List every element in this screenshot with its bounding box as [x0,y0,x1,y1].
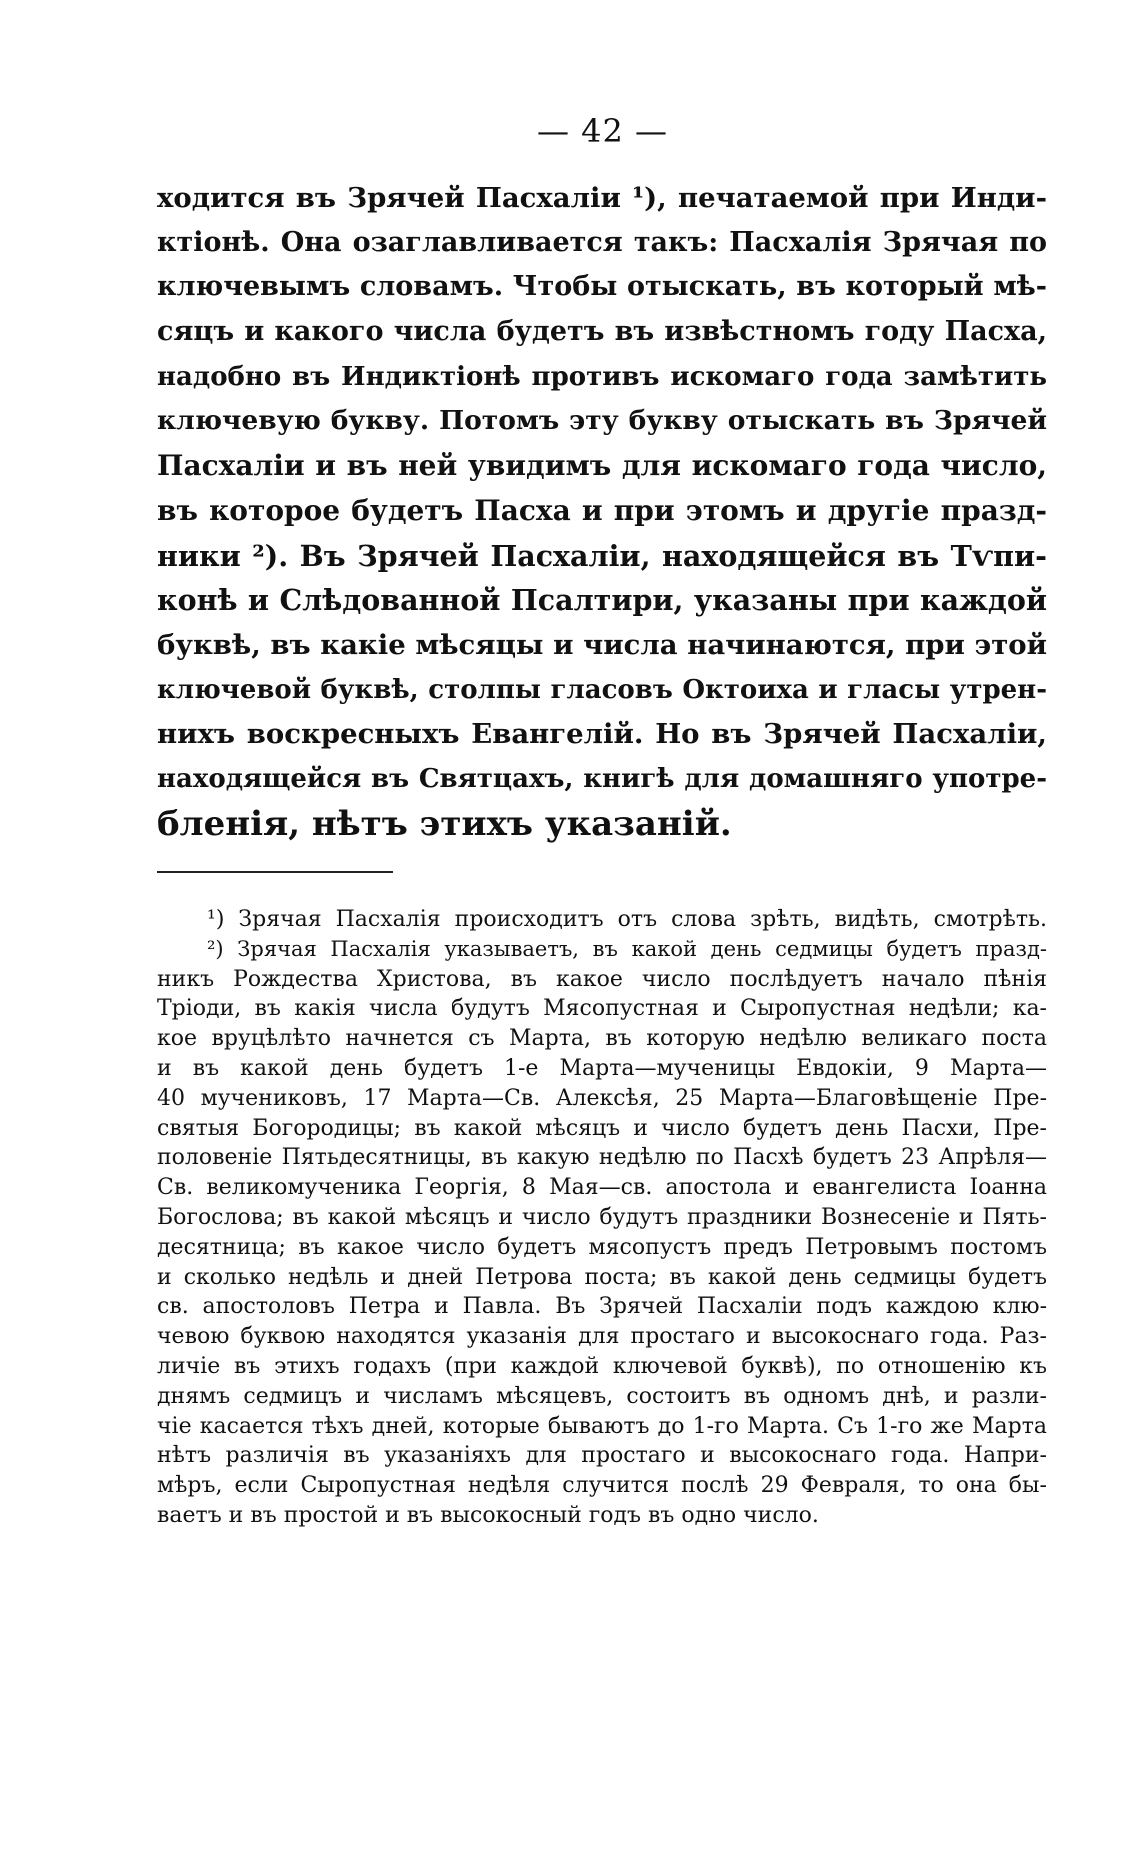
footnote-line: св. апостоловъ Петра и Павла. Въ Зрячей Пасхаліи подъ каждою клю- [157,1294,1047,1320]
footnote-line: десятница; въ какое число будетъ мясопустъ предъ Петровымъ постомъ [157,1234,1047,1260]
main-text-line: ктіонѣ. Она озаглавливается такъ: Пасхалія Зрячая по [157,226,1047,258]
footnote-line: ваетъ и въ простой и въ высокосный годъ въ одно число. [157,1502,819,1528]
footnote-divider [157,871,393,873]
footnote-line: мѣръ, если Сыропустная недѣля случится послѣ 29 Февраля, то она бы- [157,1473,1047,1499]
main-text-line: ключевую букву. Потомъ эту букву отыскать въ Зрячей [157,405,1047,437]
main-text-line: въ которое будетъ Пасха и при этомъ и другіе празд- [157,493,1047,527]
footnote-line: 40 мучениковъ, 17 Марта—Св. Алексѣя, 25 Марта—Благовѣщеніе Пре- [157,1085,1047,1111]
footnotes-block [157,905,1047,1531]
page-number: — 42 — [536,112,669,150]
footnote-line: ²) Зрячая Пасхалія указываетъ, въ какой день седмицы будетъ празд- [207,936,1047,961]
main-text-line: сяцъ и какого числа будетъ въ извѣстномъ году Пасха, [157,316,1047,348]
footnote-line: Св. великомученика Георгія, 8 Мая—св. апостола и евангелиста Іоанна [157,1175,1047,1201]
main-text-line: ключевымъ словамъ. Чтобы отыскать, въ который мѣ- [157,271,1047,303]
footnote-line: чіе касается тѣхъ дней, которые бываютъ до 1-го Марта. Съ 1-го же Марта [157,1413,1047,1439]
footnote-line: никъ Рождества Христова, въ какое число послѣдуетъ начало пѣнія [157,966,1047,992]
footnote-line: святыя Богородицы; въ какой мѣсяцъ и число будетъ день Пасхи, Пре- [157,1115,1047,1141]
footnote-line: ¹) Зрячая Пасхалія происходитъ отъ слова зрѣть, видѣть, смотрѣть. [207,907,1047,932]
main-text-line: ключевой буквѣ, столпы гласовъ Октоиха и гласы утрен- [157,674,1047,705]
main-text-line: бленія, нѣтъ этихъ указаній. [157,803,732,844]
footnote-line: чевою буквою находятся указанія для простаго и высокоснаго года. Раз- [157,1324,1047,1350]
main-text-line: надобно въ Индиктіонѣ противъ искомаго года замѣтить [157,361,1047,392]
footnote-line: и въ какой день будетъ 1-е Марта—мученицы Евдокіи, 9 Марта— [157,1055,1047,1081]
main-text-block [157,176,1047,846]
main-text-line: находящейся въ Святцахъ, книгѣ для домашняго употре- [157,763,1047,794]
main-text-line: буквѣ, въ какіе мѣсяцы и числа начинаются, при этой [157,628,1047,661]
footnote-line: Богослова; въ какой мѣсяцъ и число будутъ праздники Вознесеніе и Пять- [157,1204,1047,1230]
footnote-line: половеніе Пятьдесятницы, въ какую недѣлю по Пасхѣ будетъ 23 Апрѣля— [157,1145,1047,1171]
main-text-line: конѣ и Слѣдованной Псалтири, указаны при каждой [157,583,1047,618]
footnote-line: личіе въ этихъ годахъ (при каждой ключевой буквѣ), по отношенію къ [157,1353,1047,1379]
footnote-line: и сколько недѣль и дней Петрова поста; въ какой день седмицы будетъ [157,1264,1047,1290]
footnote-line: кое вруцѣлѣто начнется съ Марта, въ которую недѣлю великаго поста [157,1026,1047,1052]
main-text-line: Пасхаліи и въ ней увидимъ для искомаго года число, [157,449,1047,483]
footnote-line: Тріоди, въ какія числа будутъ Мясопустная и Сыропустная недѣли; ка- [157,996,1047,1022]
main-text-line: ходится въ Зрячей Пасхаліи ¹), печатаемой при Инди- [157,182,1047,214]
footnote-line: днямъ седмицъ и числамъ мѣсяцевъ, состоитъ въ одномъ днѣ, и разли- [157,1383,1047,1409]
main-text-line: ники ²). Въ Зрячей Пасхаліи, находящейся въ Тѵпи- [157,538,1047,573]
main-text-line: нихъ воскресныхъ Евангелій. Но въ Зрячей Пасхаліи, [157,718,1047,751]
footnote-line: нѣтъ различія въ указаніяхъ для простаго и высокоснаго года. Напри- [157,1443,1047,1469]
